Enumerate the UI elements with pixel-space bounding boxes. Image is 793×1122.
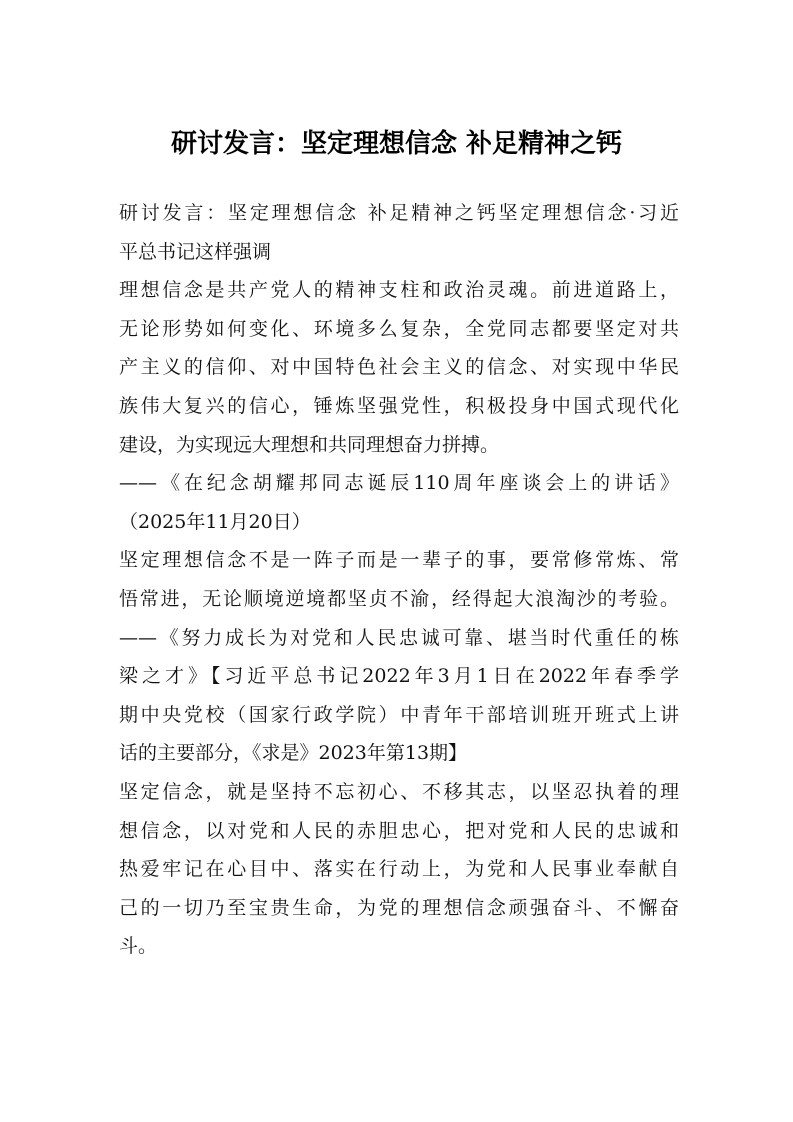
- text-line: 坚定信念，就是坚持不忘初心、不移其志，以坚忍执着的理: [119, 780, 679, 803]
- text-line: 斗。: [119, 935, 158, 958]
- text-line: 建设，为实现远大理想和共同理想奋力拼搏。: [119, 433, 500, 456]
- text-line: 坚定理想信念不是一阵子而是一辈子的事，要常修常炼、常: [119, 549, 679, 572]
- text-line: 理想信念是共产党人的精神支柱和政治灵魂。前进道路上，: [119, 279, 679, 302]
- text-line: 平总书记这样强调: [119, 240, 272, 263]
- citation-date-line: （2025年11月20日）: [119, 510, 311, 533]
- citation-line: 话的主要部分，《求是》2023年第13期】: [119, 742, 468, 765]
- citation-line: 梁之才》【习近平总书记2022年3月1日在2022年春季学: [119, 665, 679, 688]
- text-line: 族伟大复兴的信心，锤炼坚强党性，积极投身中国式现代化: [119, 394, 679, 417]
- text-line: 想信念，以对党和人民的赤胆忠心，把对党和人民的忠诚和: [119, 819, 679, 842]
- document-body: [119, 194, 679, 966]
- citation-line: ——《努力成长为对党和人民忠诚可靠、堪当时代重任的栋: [119, 626, 679, 649]
- citation-line: ——《在纪念胡耀邦同志诞辰110周年座谈会上的讲话》: [119, 472, 679, 495]
- text-line: 研讨发言：坚定理想信念 补足精神之钙坚定理想信念·习近: [119, 202, 679, 224]
- text-line: 产主义的信仰、对中国特色社会主义的信念、对实现中华民: [119, 356, 679, 379]
- text-line: 悟常进，无论顺境逆境都坚贞不渝，经得起大浪淘沙的考验。: [119, 587, 679, 610]
- text-line: 无论形势如何变化、环境多么复杂，全党同志都要坚定对共: [119, 317, 679, 340]
- document-title: 研讨发言：坚定理想信念 补足精神之钙: [170, 129, 623, 159]
- citation-line: 期中央党校（国家行政学院）中青年干部培训班开班式上讲: [119, 703, 679, 726]
- text-line: 热爱牢记在心目中、落实在行动上，为党和人民事业奉献自: [119, 858, 679, 881]
- text-line: 己的一切乃至宝贵生命，为党的理想信念顽强奋斗、不懈奋: [119, 896, 679, 919]
